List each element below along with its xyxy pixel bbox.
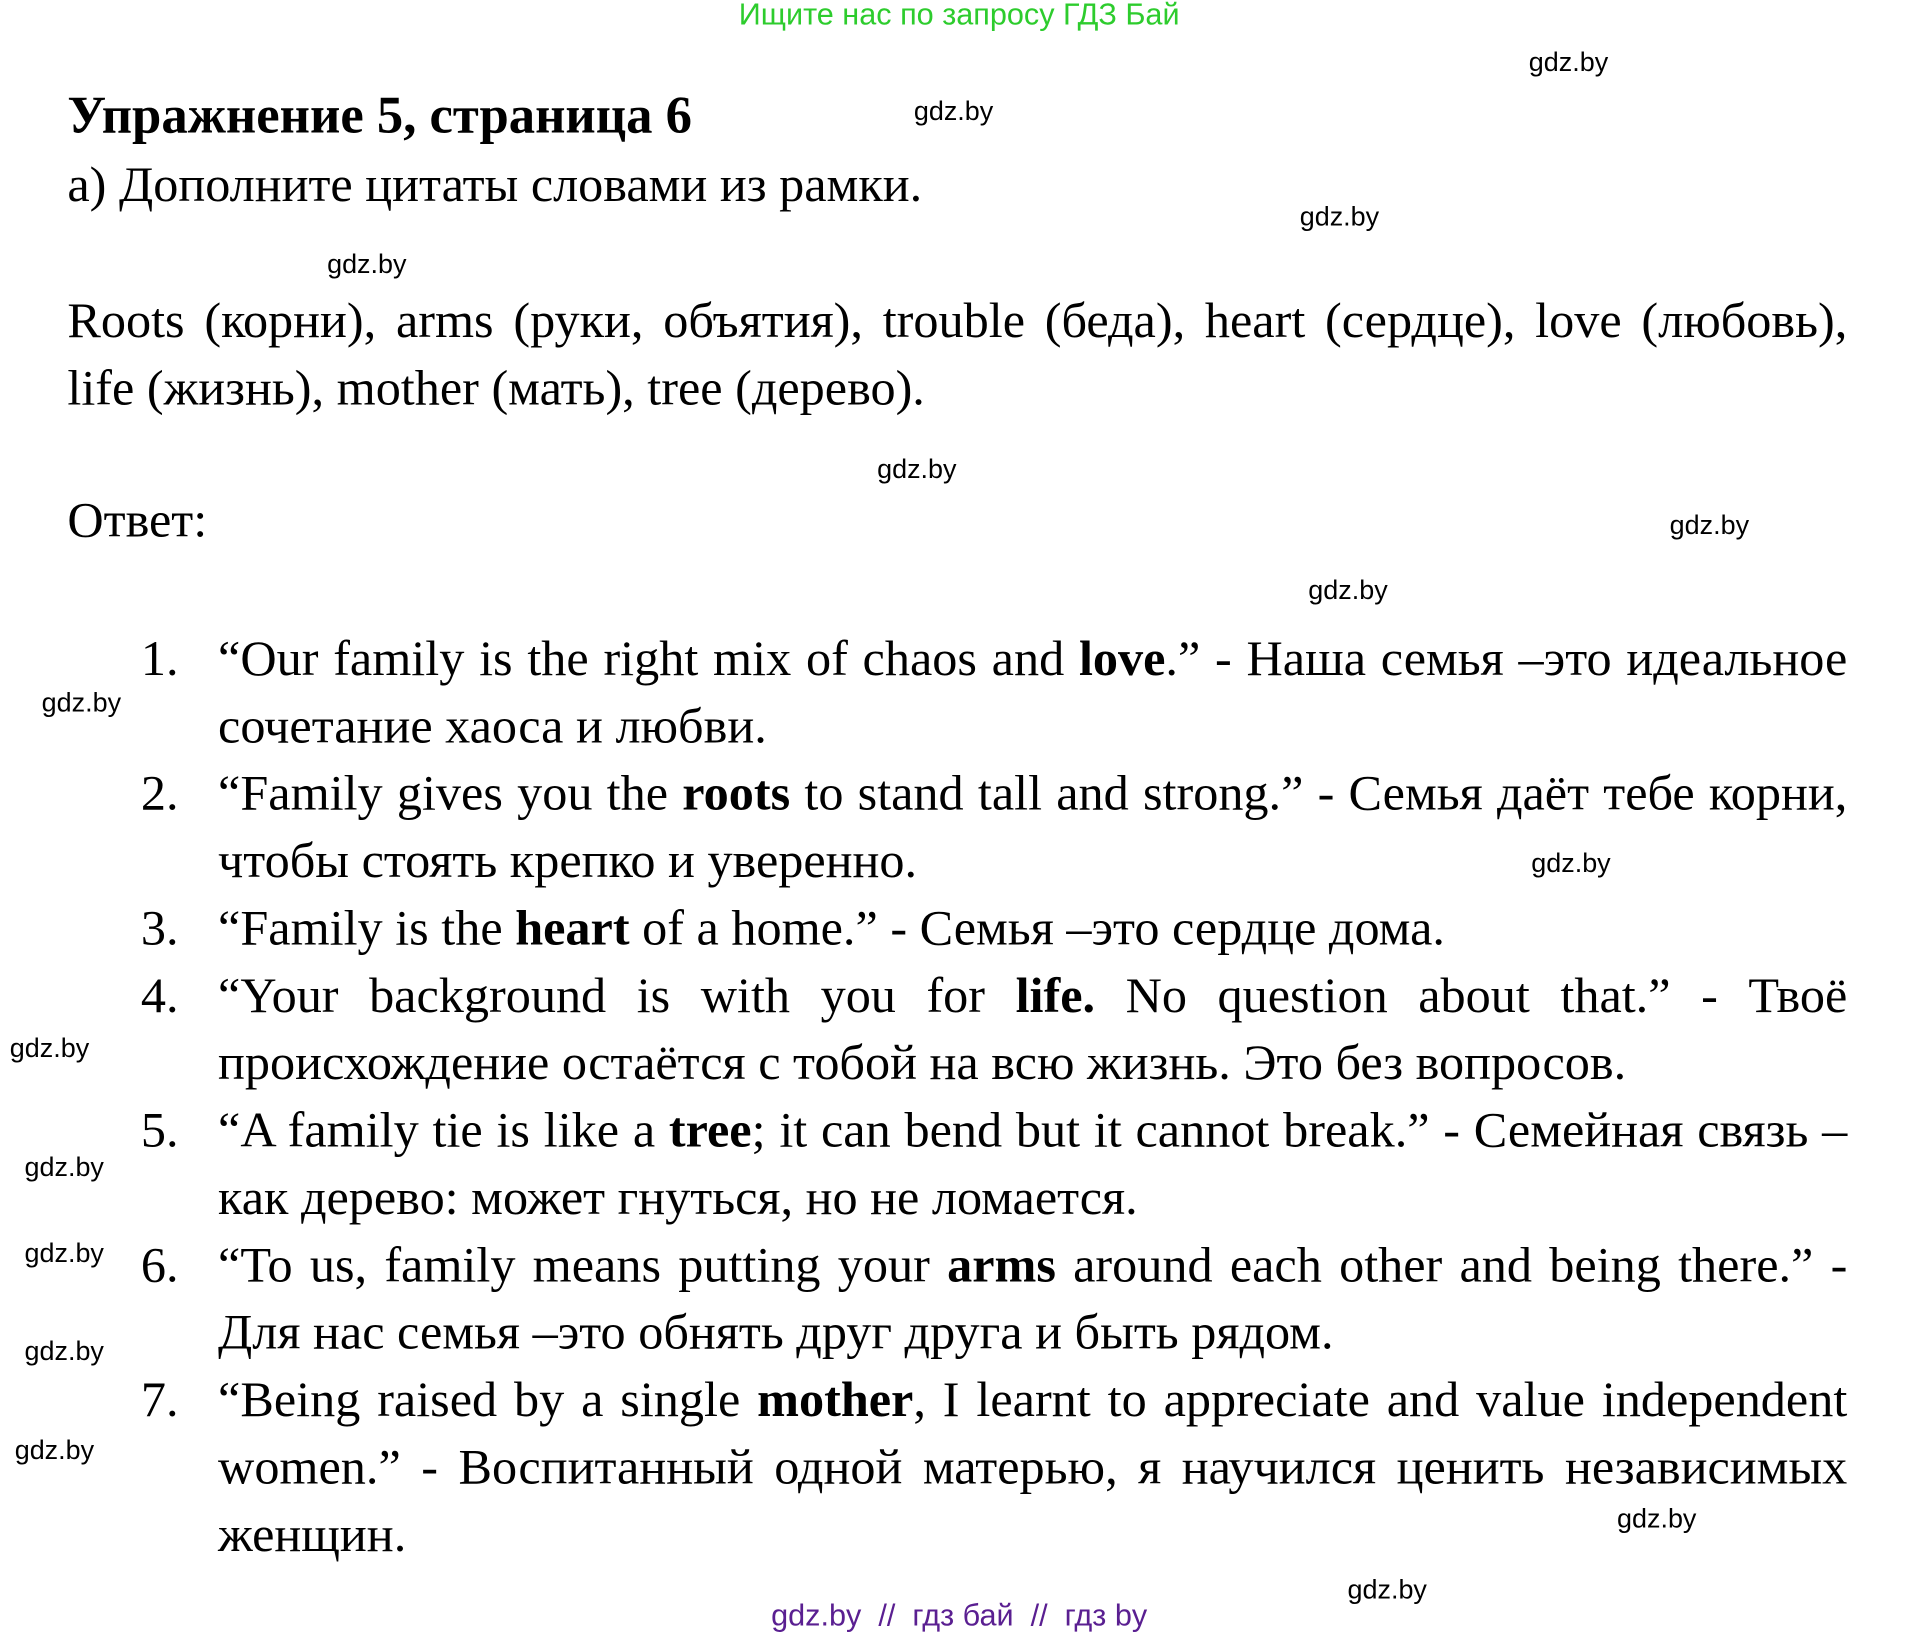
list-item xyxy=(0,1231,1847,1366)
list-item xyxy=(0,1366,1847,1568)
item-number: 6. xyxy=(140,1236,179,1293)
item-answer-word: roots xyxy=(682,764,791,821)
list-item xyxy=(0,962,1847,1097)
item-number: 2. xyxy=(140,764,179,821)
item-text: No question about that.” - Твоё происхождение остаётся с тобой на всю жизнь. Это без вопросов. xyxy=(218,966,1848,1091)
item-text: .” - Наша семья –это идеальное сочетание хаоса и любви. xyxy=(218,629,1848,754)
item-text: of a home.” - Семья –это сердце дома. xyxy=(629,899,1445,956)
watermark: gdz.by xyxy=(24,1335,104,1366)
answer-list xyxy=(0,625,1847,1568)
watermark: gdz.by xyxy=(1531,847,1611,879)
item-answer-word: love xyxy=(1078,629,1166,686)
watermark: gdz.by xyxy=(1528,46,1609,78)
watermark: gdz.by xyxy=(877,453,957,484)
item-text: “Family gives you the xyxy=(218,764,683,821)
footer-banner: gdz.by // гдз бай // гдз by xyxy=(771,1598,1148,1633)
item-text: “To us, family means putting your xyxy=(218,1236,948,1293)
item-number: 5. xyxy=(140,1101,179,1158)
item-text: “Being raised by a single xyxy=(218,1370,758,1428)
item-text: , I learnt to appreciate and value independent women.” - Воспитанный одной матерью, я научился ценить независимых женщин. xyxy=(218,1370,1848,1562)
item-answer-word: life. xyxy=(1015,966,1096,1023)
answer-label: Ответ: xyxy=(67,491,208,548)
item-text: “A family tie is like a xyxy=(218,1101,669,1158)
watermark: gdz.by xyxy=(41,687,122,718)
item-text: around each other and being there.” - Для нас семья –это обнять друг друга и быть рядом. xyxy=(218,1236,1848,1360)
task-instruction: а) Дополните цитаты словами из рамки. xyxy=(67,155,923,212)
page-title: Упражнение 5, страница 6 xyxy=(67,86,692,145)
item-number: 3. xyxy=(140,899,179,956)
item-number: 7. xyxy=(140,1370,179,1428)
watermark: gdz.by xyxy=(9,1032,90,1064)
watermark: gdz.by xyxy=(1669,509,1750,541)
watermark: gdz.by xyxy=(24,1237,104,1268)
item-answer-word: mother xyxy=(757,1370,914,1428)
watermark: gdz.by xyxy=(14,1434,95,1466)
watermark: gdz.by xyxy=(1347,1574,1427,1605)
item-text: ; it can bend but it cannot break.” - Семейная связь –как дерево: может гнуться, но не ломается. xyxy=(218,1101,1848,1225)
item-number: 4. xyxy=(140,966,179,1023)
watermark: gdz.by xyxy=(327,248,407,280)
watermark: gdz.by xyxy=(1617,1503,1697,1534)
watermark: gdz.by xyxy=(913,95,994,127)
search-banner: Ищите нас по запросу ГДЗ Бай xyxy=(738,0,1180,32)
watermark: gdz.by xyxy=(1308,574,1388,606)
list-item xyxy=(0,1096,1847,1231)
item-text: “Your background is with you for xyxy=(218,966,1016,1023)
list-item xyxy=(0,894,1847,961)
word-box: Roots (корни), arms (руки, объятия), trouble (беда), heart (сердце), love (любовь), life (жизнь), mother (мать), tree (дерево). xyxy=(67,291,1848,416)
watermark: gdz.by xyxy=(24,1151,104,1183)
item-text: “Our family is the right mix of chaos and xyxy=(218,629,1079,686)
list-item xyxy=(0,625,1847,760)
item-number: 1. xyxy=(140,629,179,686)
item-answer-word: tree xyxy=(668,1101,752,1158)
item-text: “Family is the xyxy=(218,899,516,956)
item-answer-word: arms xyxy=(947,1236,1056,1293)
item-text: to stand tall and strong.” - Семья даёт тебе корни, чтобы стоять крепко и уверенно. xyxy=(218,764,1848,889)
item-answer-word: heart xyxy=(515,899,630,956)
watermark: gdz.by xyxy=(1299,200,1380,232)
